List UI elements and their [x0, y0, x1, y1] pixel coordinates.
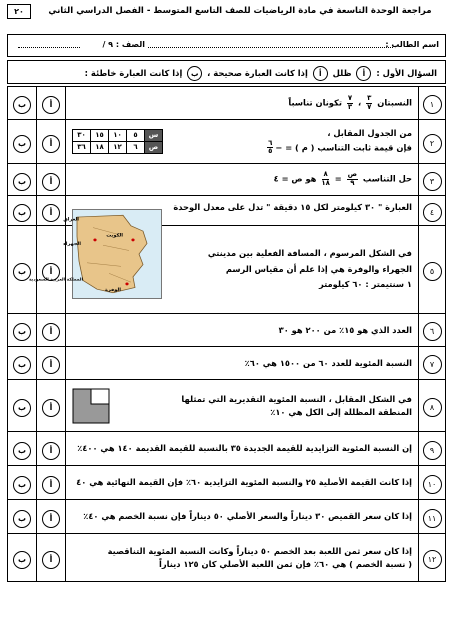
question-number: ١١	[423, 509, 442, 528]
question-row	[8, 466, 446, 500]
answer-false-bubble[interactable]: ب	[13, 510, 31, 528]
svg-text:الوفرة: الوفرة	[105, 287, 121, 293]
question-number: ١٠	[423, 475, 442, 494]
proportion-table: س ٥ ١٠ ١٥ ٣٠ ص ٦ ١٢ ١٨ ٣٦	[72, 129, 163, 154]
svg-text:الكويت: الكويت	[106, 233, 123, 238]
kuwait-city-marker	[131, 238, 134, 241]
question-row	[8, 87, 446, 120]
question-text: إذا كان سعر القميص ٣٠ ديناراً والسعر الأصلي ٥٠ ديناراً فإن نسبة الخصم هي ٤٠٪	[66, 500, 419, 534]
svg-text:المملكة العربية السعودية: المملكة العربية السعودية	[28, 276, 83, 281]
svg-text:الجهراء: الجهراء	[63, 241, 81, 247]
shaded-square-figure	[72, 388, 110, 424]
question-text: من الجدول المقابل ، فإن قيمة ثابت التناسب ( م ) = − $\frac{٦}{٥}$ س ٥ ١٠ ١٥ ٣٠ ص ٦ ١٢ ١٨ ٣٦	[66, 120, 419, 164]
answer-true-bubble[interactable]: أ	[42, 551, 60, 569]
answer-false-bubble[interactable]: ب	[13, 135, 31, 153]
answer-true-bubble[interactable]: أ	[42, 399, 60, 417]
question-number: ٢	[423, 134, 442, 153]
question-text: إذا كانت القيمة الأصلية ٢٥ والنسبة المئوية التزايدية ٦٠٪ فإن القيمة النهائية هي ٤٠	[66, 466, 419, 500]
questions-table	[7, 86, 446, 582]
question-number: ٦	[423, 322, 442, 341]
student-info-box	[7, 34, 446, 57]
kuwait-map-image	[28, 209, 162, 299]
answer-false-bubble[interactable]: ب	[13, 442, 31, 460]
answer-false-bubble[interactable]: ب	[13, 551, 31, 569]
question-row	[8, 314, 446, 347]
question-text: حل التناسب $\frac{\text{ص}}{٩}$ = $\frac{٨}{١٨}$ هو ص = ٤	[66, 164, 419, 196]
question-row	[8, 164, 446, 196]
student-name-label: اسم الطالب :	[385, 40, 439, 49]
answer-true-bubble[interactable]: أ	[42, 476, 60, 494]
class-label: الصف : ٩ /	[102, 40, 145, 49]
answer-false-bubble[interactable]: ب	[13, 356, 31, 374]
answer-true-bubble[interactable]: أ	[42, 96, 60, 114]
question-row	[8, 347, 446, 380]
question-row	[8, 432, 446, 466]
question-text: العبارة " ٣٠ كيلومتر لكل ١٥ دقيقة " تدل على معدل الوحدة	[66, 196, 419, 226]
question-row	[8, 120, 446, 164]
answer-false-bubble[interactable]: ب	[13, 96, 31, 114]
question-number: ٥	[423, 262, 442, 281]
answer-false-bubble[interactable]: ب	[13, 173, 31, 191]
answer-true-bubble[interactable]: أ	[42, 442, 60, 460]
answer-true-bubble[interactable]: أ	[42, 323, 60, 341]
svg-text:العراق: العراق	[63, 217, 79, 222]
question-row	[8, 534, 446, 582]
true-symbol-2: أ	[313, 66, 328, 81]
if-false-label: إذا كانت العبارة خاطئة :	[84, 68, 183, 78]
question-number: ٨	[423, 398, 442, 417]
answer-true-bubble[interactable]: أ	[42, 204, 60, 222]
question-text: في الشكل المقابل ، النسبة المئوية التقديرية التي تمثلها المنطقة المظللة إلى الكل هي ١٠٪	[66, 380, 419, 432]
question-number: ٩	[423, 441, 442, 460]
page-number: ٢٠	[7, 4, 31, 19]
if-true-label: إذا كانت العبارة صحيحة ،	[207, 68, 308, 78]
wafra-marker	[125, 282, 128, 285]
question-text: إن النسبة المئوية التزايدية للقيمة الجديدة ٣٥ بالنسبة للقيمة القديمة ١٤٠ هي ٤٠٠٪	[66, 432, 419, 466]
answer-true-bubble[interactable]: أ	[42, 356, 60, 374]
answer-false-bubble[interactable]: ب	[13, 323, 31, 341]
question-row	[8, 380, 446, 432]
instructions-box	[7, 60, 446, 84]
shade-label: ظلل	[332, 68, 352, 78]
question-text: في الشكل المرسوم ، المسافة الفعلية بين مدينتي الجهراء والوفرة هي إذا علم أن مقياس الرسم ١ سنتيمتر : ٦٠ كيلومتر العراق الجهراء الوفرة الكويت المملكة العربية السعودية	[66, 226, 419, 314]
answer-false-bubble[interactable]: ب	[13, 263, 31, 281]
page-title: مراجعة الوحدة التاسعة في مادة الرياضيات للصف التاسع المتوسط - الفصل الدراسي الثاني	[48, 6, 432, 16]
class-field[interactable]	[18, 47, 80, 48]
answer-false-bubble[interactable]: ب	[13, 399, 31, 417]
question-number: ٧	[423, 355, 442, 374]
answer-true-bubble[interactable]: أ	[42, 510, 60, 528]
answer-true-bubble[interactable]: أ	[42, 135, 60, 153]
question-label: السؤال الأول :	[376, 68, 437, 78]
question-text: إذا كان سعر ثمن اللعبة بعد الخصم ٥٠ ديناراً وكانت النسبة المئوية التناقصية ( نسبة الخصم ) هي ٦٠٪ فإن ثمن اللعبة الأصلي كان ١٢٥ ديناراً	[66, 534, 419, 582]
answer-false-bubble[interactable]: ب	[13, 204, 31, 222]
answer-false-bubble[interactable]: ب	[13, 476, 31, 494]
question-text: النسبة المئوية للعدد ٦٠ من ١٥٠٠ هي ٦٠٪	[66, 347, 419, 380]
question-row	[8, 226, 446, 314]
jahra-marker	[93, 238, 96, 241]
student-name-field[interactable]	[148, 47, 393, 48]
false-symbol: ب	[187, 66, 202, 81]
answer-true-bubble[interactable]: أ	[42, 173, 60, 191]
question-number: ٤	[423, 203, 442, 222]
question-text: النسبتان $\frac{٣}{٧}$ ، $\frac{٧}{٣}$ تكونان تناسباً	[66, 87, 419, 120]
question-number: ١	[423, 95, 442, 114]
true-symbol: أ	[356, 66, 371, 81]
question-row	[8, 500, 446, 534]
question-text: العدد الذي هو ١٥٪ من ٢٠٠ هو ٣٠	[66, 314, 419, 347]
answer-true-bubble[interactable]: أ	[42, 263, 60, 281]
question-number: ١٢	[423, 550, 442, 569]
question-number: ٣	[423, 172, 442, 191]
